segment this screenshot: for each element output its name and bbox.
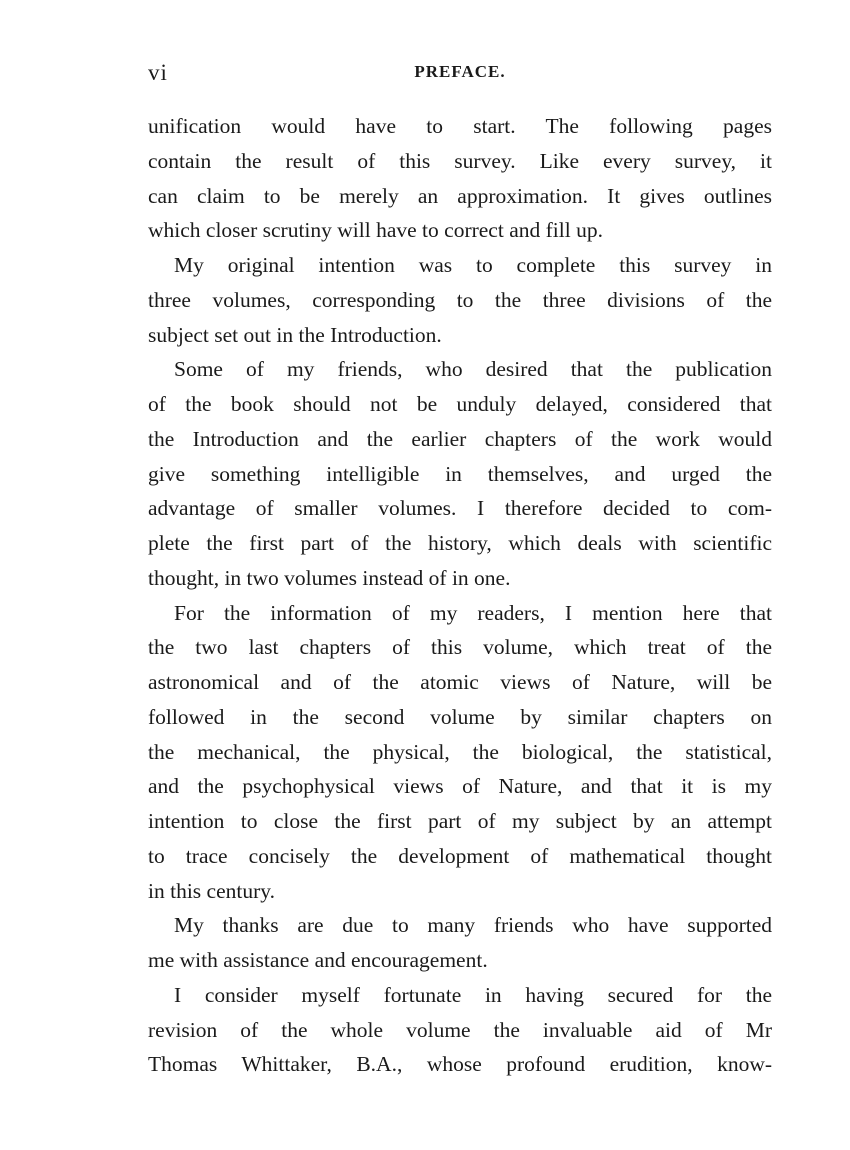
text-line: the mechanical, the physical, the biological, the statistical,: [148, 739, 772, 764]
text-line: intention to close the first part of my subject by an attempt: [148, 809, 772, 833]
text-line: to trace concisely the development of mathematical thought: [148, 843, 772, 868]
text-line: me with assistance and encouragement.: [148, 948, 488, 972]
text-line: My original intention was to complete this survey in: [174, 253, 772, 277]
text-line: which closer scrutiny will have to correct and fill up.: [148, 218, 603, 243]
text-line: three volumes, corresponding to the three divisions of the: [148, 287, 772, 312]
page-number: vi: [148, 60, 168, 85]
paragraph: [148, 908, 772, 978]
text-line: and the psychophysical views of Nature, and that it is my: [148, 774, 772, 799]
paragraph: [148, 248, 772, 352]
running-head: [148, 60, 772, 90]
preface-body: [148, 109, 772, 1082]
text-line: subject set out in the Introduction.: [148, 322, 442, 347]
paragraph: [148, 109, 772, 248]
text-line: advantage of smaller volumes. I therefore decided to com-: [148, 496, 772, 521]
paragraph: [148, 352, 772, 595]
text-line: For the information of my readers, I mention here that: [174, 600, 772, 625]
text-line: My thanks are due to many friends who have supported: [174, 913, 772, 938]
text-line: astronomical and of the atomic views of Nature, will be: [148, 670, 772, 694]
text-line: the two last chapters of this volume, which treat of the: [148, 635, 772, 660]
text-line: unification would have to start. The following pages: [148, 114, 772, 138]
text-line: in this century.: [148, 878, 275, 903]
text-line: followed in the second volume by similar chapters on: [148, 704, 772, 729]
text-line: I consider myself fortunate in having secured for the: [174, 982, 772, 1007]
text-line: Thomas Whittaker, B.A., whose profound erudition, know-: [148, 1052, 772, 1077]
paragraph: [148, 978, 772, 1082]
text-line: of the book should not be unduly delayed, considered that: [148, 392, 772, 416]
text-line: give something intelligible in themselves, and urged the: [148, 461, 772, 486]
text-line: plete the first part of the history, which deals with scientific: [148, 531, 772, 555]
paragraph: [148, 596, 772, 909]
text-line: Some of my friends, who desired that the publication: [174, 357, 772, 382]
text-line: contain the result of this survey. Like every survey, it: [148, 148, 772, 173]
running-title: PREFACE.: [414, 62, 506, 81]
text-line: the Introduction and the earlier chapters of the work would: [148, 426, 772, 451]
text-line: revision of the whole volume the invaluable aid of Mr: [148, 1017, 772, 1042]
text-line: can claim to be merely an approximation. It gives outlines: [148, 183, 772, 208]
text-line: thought, in two volumes instead of in one.: [148, 565, 511, 590]
